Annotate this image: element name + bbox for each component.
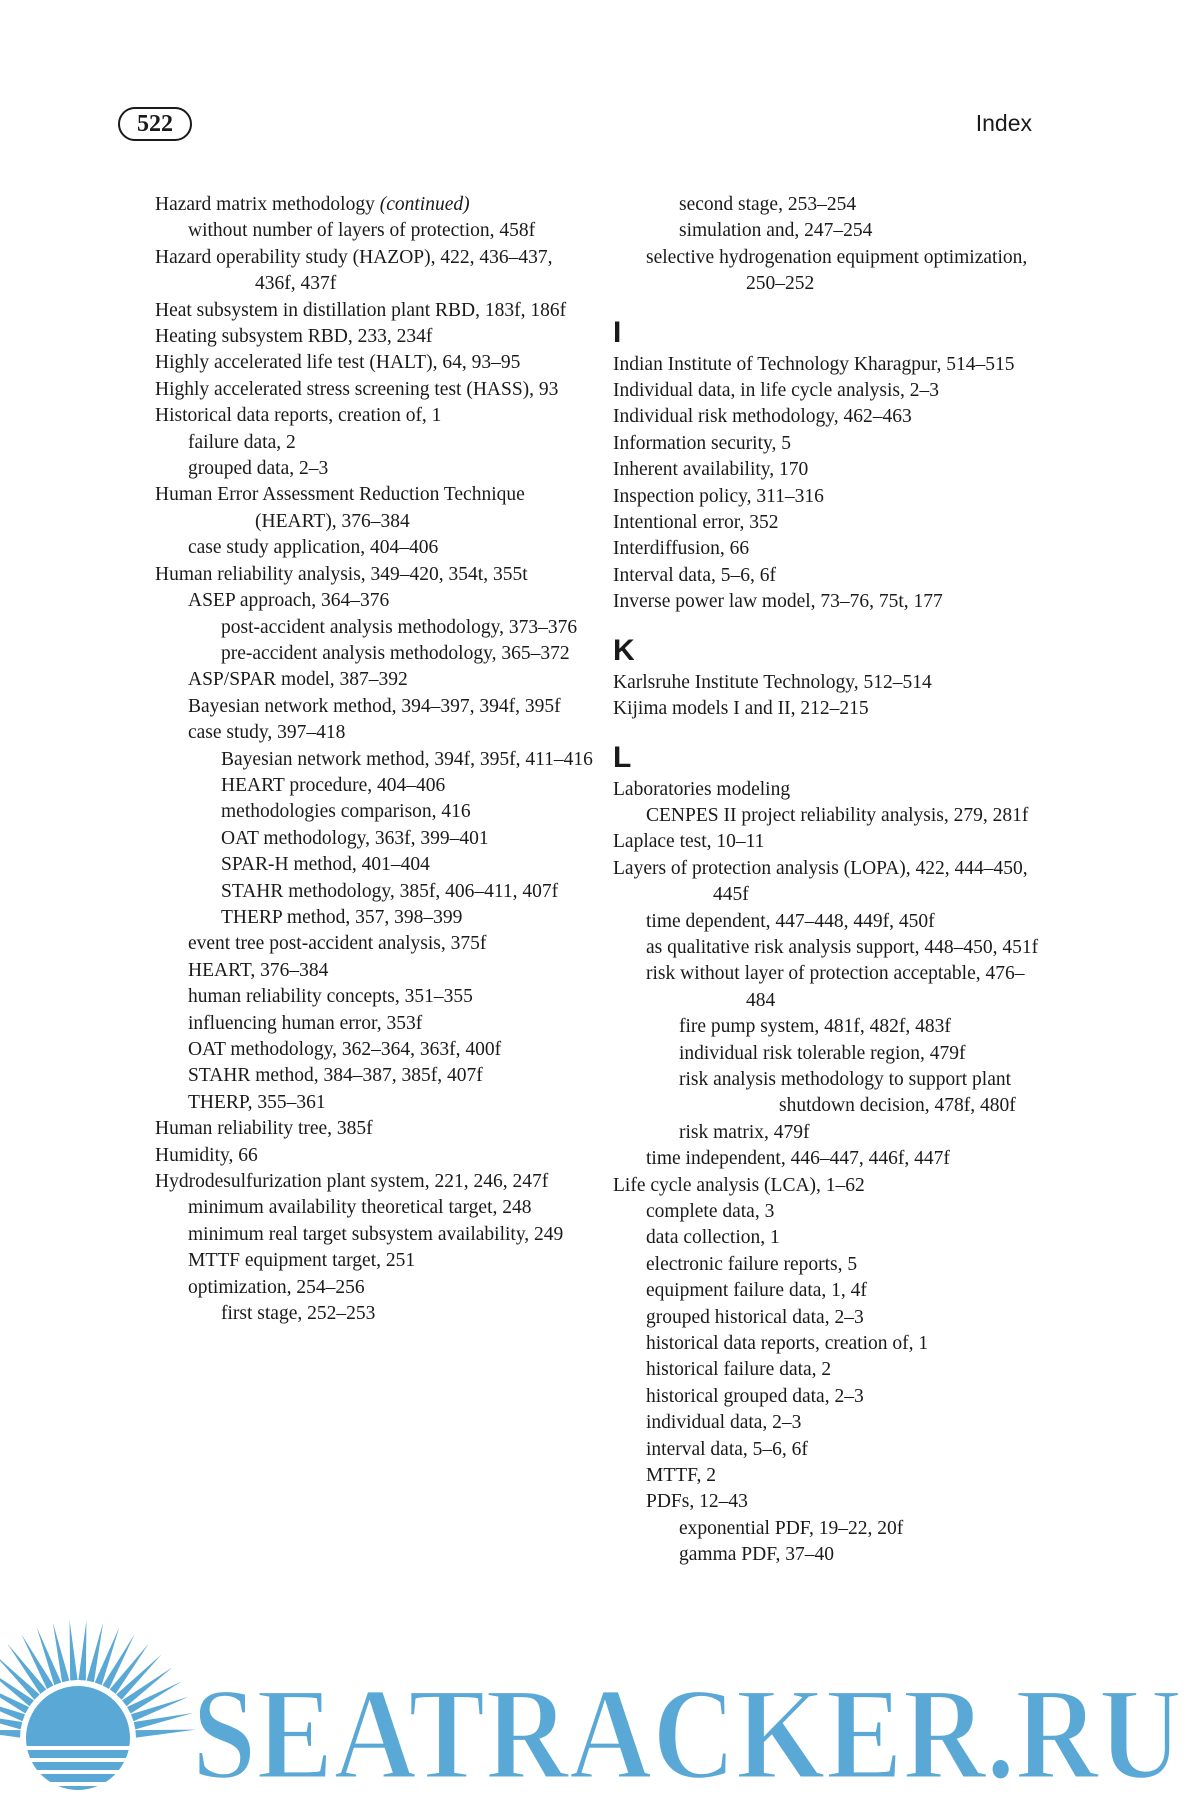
index-subentry [188, 1222, 595, 1248]
index-subentry [679, 218, 1043, 244]
entry-text: historical grouped data, 2–3 [646, 1385, 864, 1407]
entry-text: Hazard operability study (HAZOP), 422, 436–437, 436f, 437f [155, 246, 553, 295]
index-entry [155, 377, 595, 403]
entry-text: grouped historical data, 2–3 [646, 1306, 864, 1328]
entry-text: post-accident analysis methodology, 373–376 [221, 616, 578, 638]
entry-text: methodologies comparison, 416 [221, 801, 471, 823]
index-entry [613, 589, 1043, 615]
entry-text: electronic failure reports, 5 [646, 1253, 858, 1275]
index-subentry [188, 1063, 595, 1089]
watermark-text: SEATRACKER.RU [192, 1660, 1182, 1800]
entry-text: Intentional error, 352 [613, 512, 779, 534]
index-subentry [646, 803, 1043, 829]
index-subentry [221, 641, 595, 667]
index-subentry [188, 1090, 595, 1116]
entry-text: gamma PDF, 37–40 [679, 1544, 834, 1566]
index-column-right [613, 192, 1043, 1569]
index-entry [155, 1116, 595, 1142]
entry-text: Bayesian network method, 394–397, 394f, 395f [188, 695, 561, 717]
entry-text: Human Error Assessment Reduction Technique (HEART), 376–384 [155, 484, 525, 532]
index-entry [613, 404, 1043, 430]
entry-text: HEART, 376–384 [188, 959, 329, 981]
entry-text: influencing human error, 353f [188, 1012, 423, 1034]
entry-text: simulation and, 247–254 [679, 220, 873, 242]
index-subentry [646, 961, 1043, 1014]
entry-text: risk without layer of protection acceptable, 476–484 [646, 963, 1025, 1011]
index-subentry [646, 909, 1043, 935]
index-subentry [188, 535, 595, 561]
index-entry [613, 696, 1043, 722]
entry-text: as qualitative risk analysis support, 448–450, 451f [646, 936, 1039, 958]
entry-text: Life cycle analysis (LCA), 1–62 [613, 1174, 865, 1196]
entry-text: historical failure data, 2 [646, 1359, 832, 1381]
index-subentry [221, 799, 595, 825]
entry-text: pre-accident analysis methodology, 365–372 [221, 642, 570, 664]
index-subentry [646, 1384, 1043, 1410]
entry-text: Hazard matrix methodology [155, 194, 380, 215]
index-subentry [679, 1516, 1043, 1542]
index-subentry [646, 1199, 1043, 1225]
entry-text: case study, 397–418 [188, 722, 346, 744]
page-number: 522 [118, 107, 192, 141]
entry-text: equipment failure data, 1, 4f [646, 1280, 867, 1302]
entry-text: individual risk tolerable region, 479f [679, 1042, 966, 1064]
entry-text: complete data, 3 [646, 1201, 775, 1222]
entry-text: Layers of protection analysis (LOPA), 422, 444–450, 445f [613, 857, 1028, 906]
index-subentry [646, 1489, 1043, 1515]
index-subentry [188, 1275, 595, 1301]
entry-text: data collection, 1 [646, 1227, 780, 1249]
index-subentry [188, 588, 595, 614]
entry-text: Laplace test, 10–11 [613, 831, 765, 853]
entry-text: MTTF, 2 [646, 1465, 716, 1487]
entry-text: failure data, 2 [188, 431, 296, 453]
entry-text: HEART procedure, 404–406 [221, 774, 446, 796]
index-subentry [221, 615, 595, 641]
entry-text: Humidity, 66 [155, 1144, 258, 1166]
entry-text: Individual data, in life cycle analysis, 2–3 [613, 380, 939, 402]
letter-heading-k: K [613, 633, 635, 667]
entry-text: grouped data, 2–3 [188, 458, 329, 480]
entry-text: STAHR method, 384–387, 385f, 407f [188, 1065, 483, 1087]
entry-text: event tree post-accident analysis, 375f [188, 933, 487, 955]
index-entry [155, 324, 595, 350]
index-entry [613, 1173, 1043, 1199]
entry-text: time independent, 446–447, 446f, 447f [646, 1148, 950, 1170]
entry-text: STAHR methodology, 385f, 406–411, 407f [221, 880, 559, 902]
entry-text: case study application, 404–406 [188, 537, 439, 559]
index-entry [613, 378, 1043, 404]
index-subentry [221, 879, 595, 905]
index-entry [613, 536, 1043, 562]
index-subentry [646, 1410, 1043, 1436]
entry-text: Information security, 5 [613, 432, 791, 454]
index-entry [155, 350, 595, 376]
index-entry [613, 777, 1043, 803]
entry-text: interval data, 5–6, 6f [646, 1438, 808, 1460]
entry-text: time dependent, 447–448, 449f, 450f [646, 910, 935, 932]
index-subentry [188, 984, 595, 1010]
index-subentry [221, 826, 595, 852]
index-subentry [188, 456, 595, 482]
index-subentry [646, 1437, 1043, 1463]
index-subentry [679, 1542, 1043, 1568]
index-subentry [646, 1331, 1043, 1357]
entry-text: human reliability concepts, 351–355 [188, 986, 473, 1008]
index-subentry [188, 667, 595, 693]
index-subentry [679, 1067, 1043, 1120]
entry-text: risk matrix, 479f [679, 1121, 810, 1143]
index-entry [613, 670, 1043, 696]
index-entry [155, 1143, 595, 1169]
entry-text: Karlsruhe Institute Technology, 512–514 [613, 671, 932, 693]
index-entry [613, 431, 1043, 457]
entry-continued-label: (continued) [379, 194, 470, 215]
entry-text: Heat subsystem in distillation plant RBD, 183f, 186f [155, 299, 567, 321]
index-subentry [679, 1041, 1043, 1067]
index-subentry [188, 1195, 595, 1221]
entry-text: Interval data, 5–6, 6f [613, 564, 776, 586]
index-subentry [221, 747, 595, 773]
index-subentry [646, 1357, 1043, 1383]
index-subentry [188, 1248, 595, 1274]
index-entry [613, 352, 1043, 378]
entry-text: Laboratories modeling [613, 778, 791, 800]
index-subentry [679, 192, 1043, 218]
index-subentry [646, 1252, 1043, 1278]
entry-text: Historical data reports, creation of, 1 [155, 405, 442, 427]
entry-text: second stage, 253–254 [679, 194, 857, 215]
index-subentry [188, 430, 595, 456]
entry-text: individual data, 2–3 [646, 1412, 802, 1434]
index-subentry [646, 1463, 1043, 1489]
entry-text: THERP, 355–361 [188, 1091, 326, 1113]
entry-text: Hydrodesulfurization plant system, 221, 246, 247f [155, 1171, 549, 1193]
index-subentry [188, 694, 595, 720]
entry-text: THERP method, 357, 398–399 [221, 906, 463, 928]
entry-text: Kijima models I and II, 212–215 [613, 698, 869, 720]
entry-text: MTTF equipment target, 251 [188, 1250, 416, 1272]
index-subentry [646, 1146, 1043, 1172]
entry-text: Highly accelerated life test (HALT), 64, 93–95 [155, 352, 521, 374]
entry-text: exponential PDF, 19–22, 20f [679, 1517, 904, 1539]
entry-text: without number of layers of protection, 458f [188, 220, 536, 242]
index-column-left [155, 192, 595, 1327]
entry-text: Bayesian network method, 394f, 395f, 411–416 [221, 748, 593, 770]
index-subentry [188, 1037, 595, 1063]
index-entry [155, 192, 595, 218]
index-subentry [221, 905, 595, 931]
index-subentry [221, 852, 595, 878]
entry-text: ASP/SPAR model, 387–392 [188, 669, 408, 691]
entry-text: Human reliability analysis, 349–420, 354t, 355t [155, 563, 528, 585]
index-subentry [679, 1014, 1043, 1040]
entry-text: risk analysis methodology to support plant shutdown decision, 478f, 480f [679, 1068, 1016, 1117]
index-entry [613, 856, 1043, 909]
entry-text: selective hydrogenation equipment optimization, 250–252 [646, 246, 1028, 295]
entry-text: PDFs, 12–43 [646, 1491, 748, 1513]
entry-text: minimum real target subsystem availability, 249 [188, 1223, 564, 1245]
entry-text: ASEP approach, 364–376 [188, 590, 390, 612]
index-entry [155, 562, 595, 588]
index-subentry [188, 958, 595, 984]
entry-text: fire pump system, 481f, 482f, 483f [679, 1016, 951, 1038]
index-entry [613, 457, 1043, 483]
index-subentry [188, 720, 595, 746]
index-subentry [646, 1225, 1043, 1251]
index-entry [155, 403, 595, 429]
entry-text: Highly accelerated stress screening test (HASS), 93 [155, 378, 559, 400]
index-entry [613, 484, 1043, 510]
index-entry [155, 1169, 595, 1195]
entry-text: Inspection policy, 311–316 [613, 485, 824, 507]
index-subentry [221, 773, 595, 799]
sunburst-logo-icon [0, 1620, 196, 1790]
index-entry [613, 510, 1043, 536]
entry-text: OAT methodology, 363f, 399–401 [221, 827, 489, 849]
entry-text: Human reliability tree, 385f [155, 1118, 373, 1140]
index-entry [613, 829, 1043, 855]
index-subentry [221, 1301, 595, 1327]
index-entry [155, 482, 595, 535]
entry-text: Individual risk methodology, 462–463 [613, 406, 912, 428]
index-entry [155, 245, 595, 298]
index-subentry [188, 1011, 595, 1037]
entry-text: OAT methodology, 362–364, 363f, 400f [188, 1039, 502, 1060]
entry-text: Inverse power law model, 73–76, 75t, 177 [613, 591, 943, 613]
watermark [0, 1610, 1200, 1800]
entry-text: first stage, 252–253 [221, 1303, 376, 1325]
entry-text: SPAR-H method, 401–404 [221, 854, 430, 876]
letter-heading-l: L [613, 740, 632, 774]
index-subentry [646, 1305, 1043, 1331]
index-subentry [646, 935, 1043, 961]
entry-text: Inherent availability, 170 [613, 459, 809, 481]
index-entry [155, 298, 595, 324]
entry-text: CENPES II project reliability analysis, 279, 281f [646, 804, 1029, 826]
entry-text: optimization, 254–256 [188, 1276, 365, 1298]
entry-text: historical data reports, creation of, 1 [646, 1333, 929, 1355]
letter-heading-i: I [613, 315, 622, 349]
entry-text: Interdiffusion, 66 [613, 538, 750, 560]
running-head: Index [975, 110, 1032, 136]
index-subentry [188, 931, 595, 957]
index-entry [613, 563, 1043, 589]
entry-text: Indian Institute of Technology Kharagpur, 514–515 [613, 353, 1015, 375]
index-subentry [679, 1120, 1043, 1146]
entry-text: minimum availability theoretical target, 248 [188, 1197, 532, 1219]
index-subentry [646, 245, 1043, 298]
entry-text: Heating subsystem RBD, 233, 234f [155, 326, 433, 348]
index-subentry [188, 218, 595, 244]
index-subentry [646, 1278, 1043, 1304]
